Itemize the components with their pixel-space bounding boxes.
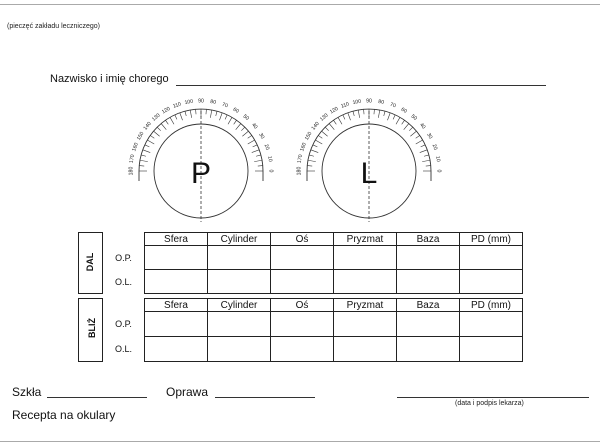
cell-input[interactable]: [271, 312, 334, 337]
dial-tick: [185, 111, 186, 116]
dial-tick-label: 160: [299, 142, 308, 153]
dial-tick-label: 20: [430, 143, 439, 151]
dial-tick-label: 50: [241, 113, 250, 122]
cell-input[interactable]: [145, 246, 208, 270]
dial-tick: [242, 131, 248, 136]
dial-tick: [147, 140, 154, 144]
dial-tick: [404, 124, 409, 130]
bliz-side-cell: [79, 299, 103, 362]
cell-input[interactable]: [460, 337, 523, 362]
dial-tick: [353, 111, 354, 116]
dial-tick: [253, 145, 258, 147]
dal-side-cell: [79, 233, 103, 294]
dial-tick-label: 110: [172, 101, 183, 110]
col-cylinder: Cylinder: [208, 299, 271, 312]
dial-tick-label: 180: [296, 166, 303, 176]
dial-tick-label: 30: [257, 132, 266, 141]
dial-tick: [384, 111, 385, 116]
dial-tick: [175, 115, 177, 120]
dial-tick: [422, 160, 430, 161]
dial-tick-label: 80: [377, 98, 385, 106]
dial-tick-label: 170: [128, 154, 137, 164]
dial-tick: [409, 127, 413, 131]
dial-tick: [322, 131, 328, 136]
row-label-ol: O.L.: [103, 337, 145, 362]
dial-tick-label: 50: [409, 113, 418, 122]
dial-tick: [210, 110, 211, 118]
cell-input[interactable]: [334, 337, 397, 362]
dial-tick-label: 170: [296, 154, 305, 164]
dial-tick-label: 70: [221, 101, 229, 110]
dial-tick-label: 150: [303, 130, 314, 142]
dial-tick: [315, 140, 322, 144]
dial-tick: [325, 127, 329, 131]
dial-tick: [254, 160, 262, 161]
dial-tick-label: 0: [435, 169, 442, 173]
cell-input[interactable]: [145, 312, 208, 337]
dial-tick: [313, 145, 318, 147]
signature-line[interactable]: [397, 397, 589, 398]
dial-tick-label: 70: [389, 101, 397, 110]
dial-tick-label: 80: [209, 98, 217, 106]
dial-tick: [329, 124, 334, 130]
dial-tick: [308, 160, 316, 161]
dial-tick: [252, 150, 260, 153]
dial-tick: [421, 145, 426, 147]
dial-tick: [234, 120, 237, 124]
col-pd: PD (mm): [460, 233, 523, 246]
col-os: Oś: [271, 233, 334, 246]
cell-input[interactable]: [208, 270, 271, 294]
patient-name-label: Nazwisko i imię chorego: [50, 73, 169, 85]
dial-tick-label: 60: [399, 106, 408, 115]
cell-input[interactable]: [460, 312, 523, 337]
cell-input[interactable]: [208, 246, 271, 270]
dial-tick: [393, 115, 395, 120]
col-cylinder: Cylinder: [208, 233, 271, 246]
dial-left-eye: [296, 98, 441, 222]
row-label-op: O.P.: [103, 312, 145, 337]
cell-input[interactable]: [334, 246, 397, 270]
cell-input[interactable]: [397, 312, 460, 337]
dial-tick-label: 100: [184, 98, 194, 107]
distance-table: [78, 232, 523, 294]
dial-tick-label: 0: [267, 169, 274, 173]
col-sfera: Sfera: [145, 299, 208, 312]
dial-tick: [424, 155, 429, 156]
dial-tick: [343, 115, 345, 120]
frame-label: Oprawa: [166, 385, 209, 399]
dial-tick: [256, 155, 261, 156]
dial-tick-label: 100: [352, 98, 362, 107]
dial-tick-label: 10: [266, 155, 274, 163]
dial-tick: [165, 120, 168, 124]
dial-tick: [180, 113, 183, 121]
dial-letter: P: [190, 157, 212, 190]
cell-input[interactable]: [397, 246, 460, 270]
dial-tick: [216, 111, 217, 116]
dial-tick: [333, 120, 336, 124]
row-label-op: O.P.: [103, 246, 145, 270]
dial-tick-label: 30: [425, 132, 434, 141]
signature-caption: (data i podpis lekarza): [455, 400, 524, 407]
dial-tick: [141, 155, 146, 156]
cell-input[interactable]: [271, 337, 334, 362]
dial-tick-label: 160: [131, 142, 140, 153]
stamp-caption: (pieczęć zakładu leczniczego): [7, 23, 100, 30]
dial-tick: [387, 113, 390, 121]
cell-input[interactable]: [397, 337, 460, 362]
glass-line[interactable]: [47, 397, 147, 398]
dial-tick: [145, 145, 150, 147]
section-label-bliz: BLIŻ: [87, 318, 97, 338]
dial-tick: [338, 117, 342, 124]
dial-tick-label: 20: [262, 143, 271, 151]
dial-tick: [143, 150, 151, 153]
col-pd: PD (mm): [460, 299, 523, 312]
dial-tick: [318, 135, 322, 138]
cell-input[interactable]: [271, 270, 334, 294]
dial-tick: [416, 135, 420, 138]
col-baza: Baza: [397, 299, 460, 312]
cell-input[interactable]: [145, 270, 208, 294]
cell-input[interactable]: [145, 337, 208, 362]
dial-tick: [154, 131, 160, 136]
row-label-ol: O.L.: [103, 270, 145, 294]
dial-tick: [140, 160, 148, 161]
dial-tick-label: 120: [160, 105, 172, 116]
dial-tick: [157, 127, 161, 131]
dial-tick-label: 10: [434, 155, 442, 163]
dial-tick: [228, 117, 232, 124]
dial-tick: [348, 113, 351, 121]
dial-tick: [236, 124, 241, 130]
dial-tick-label: 130: [151, 112, 162, 123]
col-baza: Baza: [397, 233, 460, 246]
dial-tick: [309, 155, 314, 156]
dial-tick-label: 180: [128, 166, 135, 176]
glass-label: Szkła: [12, 385, 42, 399]
cell-input[interactable]: [208, 312, 271, 337]
section-label-dal: DAL: [85, 252, 95, 272]
dial-tick: [170, 117, 174, 124]
frame-line[interactable]: [215, 397, 315, 398]
dial-tick: [248, 135, 252, 138]
dial-letter: L: [360, 157, 378, 190]
dial-tick: [311, 150, 319, 153]
cell-input[interactable]: [334, 312, 397, 337]
col-os: Oś: [271, 299, 334, 312]
cell-input[interactable]: [271, 246, 334, 270]
dial-tick: [358, 110, 359, 118]
col-pryzmat: Pryzmat: [334, 233, 397, 246]
bottom-border: [0, 441, 600, 442]
dial-tick: [161, 124, 166, 130]
dial-tick: [219, 113, 222, 121]
dial-tick: [248, 140, 255, 144]
dial-tick-label: 120: [328, 105, 340, 116]
dial-tick: [190, 110, 191, 118]
cell-input[interactable]: [460, 246, 523, 270]
cell-input[interactable]: [397, 270, 460, 294]
dial-tick: [150, 135, 154, 138]
dial-right-eye: [128, 98, 273, 222]
dial-tick-label: 40: [418, 122, 427, 131]
dial-tick: [396, 117, 400, 124]
dial-tick-label: 140: [310, 121, 321, 132]
dial-tick-label: 90: [198, 98, 204, 105]
dial-tick-label: 140: [142, 121, 153, 132]
dial-tick: [225, 115, 227, 120]
dial-tick-label: 60: [231, 106, 240, 115]
dial-tick-label: 110: [340, 101, 351, 110]
col-pryzmat: Pryzmat: [334, 299, 397, 312]
cell-input[interactable]: [208, 337, 271, 362]
dial-tick: [420, 150, 428, 153]
col-sfera: Sfera: [145, 233, 208, 246]
dial-tick: [410, 131, 416, 136]
form-title: Recepta na okulary: [12, 408, 116, 422]
cell-input[interactable]: [334, 270, 397, 294]
dial-tick-label: 130: [319, 112, 330, 123]
dial-tick: [241, 127, 245, 131]
dial-tick: [402, 120, 405, 124]
dial-tick: [416, 140, 423, 144]
dial-tick-label: 150: [135, 130, 146, 142]
dial-tick-label: 90: [366, 98, 372, 105]
near-table: [78, 298, 523, 362]
cell-input[interactable]: [460, 270, 523, 294]
dial-tick: [378, 110, 379, 118]
dial-tick-label: 40: [250, 122, 259, 131]
